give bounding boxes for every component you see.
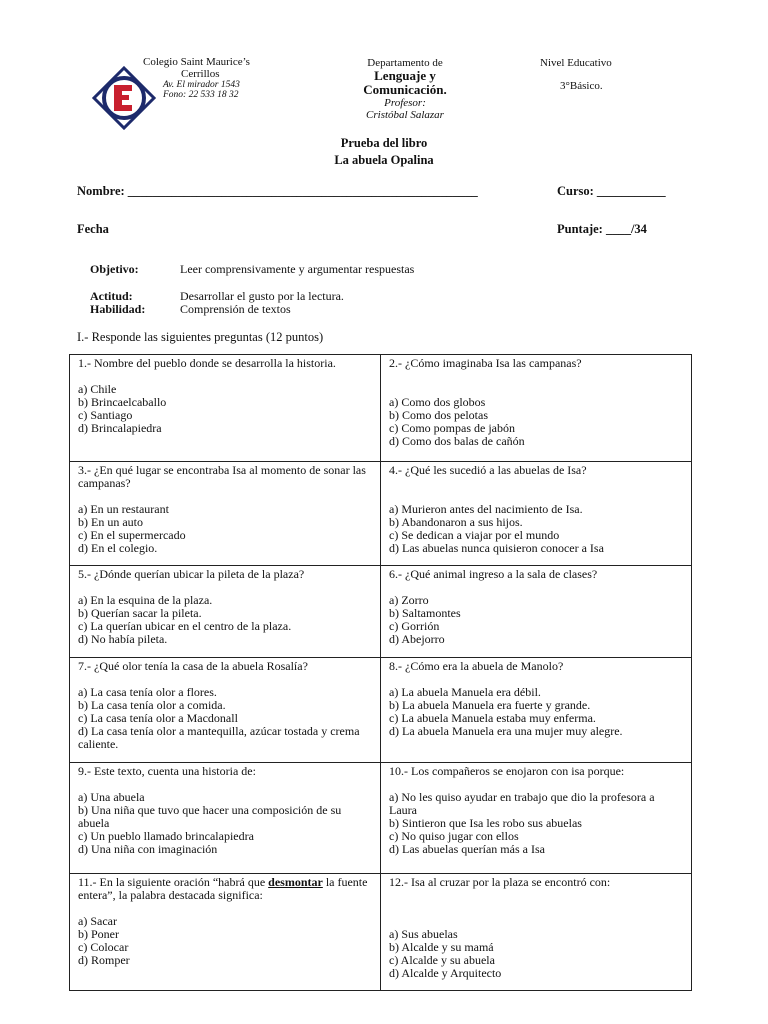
option[interactable]: a) Sus abuelas	[389, 927, 458, 941]
question-text: 1.- Nombre del pueblo donde se desarrolla la historia.	[78, 356, 336, 370]
questions-table	[69, 354, 692, 991]
option[interactable]: a) Chile	[78, 382, 117, 396]
question-text: 12.- Isa al cruzar por la plaza se encontró con:	[389, 875, 611, 889]
option[interactable]: a) Sacar	[78, 914, 117, 928]
option[interactable]: c) No quiso jugar con ellos	[389, 829, 519, 843]
option[interactable]: a) Como dos globos	[389, 395, 486, 409]
option[interactable]: c) La abuela Manuela estaba muy enferma.	[389, 711, 596, 725]
question-text: 6.- ¿Qué animal ingreso a la sala de clases?	[389, 567, 598, 581]
question-cell	[70, 874, 381, 991]
level-label: Nivel Educativo	[540, 57, 612, 69]
option[interactable]: c) La querían ubicar en el centro de la plaza.	[78, 619, 292, 633]
department-label: Departamento de	[367, 57, 443, 69]
option[interactable]: d) Brincalapiedra	[78, 421, 162, 435]
level-info	[540, 57, 612, 92]
question-cell	[381, 462, 692, 566]
course-field[interactable]: Curso: ___________	[557, 184, 666, 198]
date-field[interactable]: Fecha	[77, 222, 109, 236]
table-row	[70, 566, 692, 658]
option[interactable]: a) No les quiso ayudar en trabajo que dio la profesora a Laura	[389, 790, 655, 817]
option[interactable]: d) Alcalde y Arquitecto	[389, 966, 502, 980]
option[interactable]: d) Romper	[78, 953, 130, 967]
score-field[interactable]: Puntaje: ____/34	[557, 222, 647, 236]
option[interactable]: b) Saltamontes	[389, 606, 461, 620]
school-info	[143, 56, 250, 100]
table-row	[70, 658, 692, 763]
highlighted-word: desmontar	[268, 875, 323, 889]
option[interactable]: a) La abuela Manuela era débil.	[389, 685, 541, 699]
option[interactable]: d) Las abuelas querían más a Isa	[389, 842, 545, 856]
option[interactable]: b) Abandonaron a sus hijos.	[389, 515, 523, 529]
option[interactable]: d) La abuela Manuela era una mujer muy alegre.	[389, 724, 623, 738]
question-text: 10.- Los compañeros se enojaron con isa porque:	[389, 764, 625, 778]
department-name-2: Comunicación.	[363, 82, 447, 97]
option[interactable]: a) Zorro	[389, 593, 429, 607]
option[interactable]: d) En el colegio.	[78, 541, 158, 555]
option[interactable]: b) Querían sacar la pileta.	[78, 606, 202, 620]
option[interactable]: b) La abuela Manuela era fuerte y grande.	[389, 698, 591, 712]
option[interactable]: c) Como pompas de jabón	[389, 421, 515, 435]
question-cell	[70, 763, 381, 874]
table-row	[70, 355, 692, 462]
table-row	[70, 763, 692, 874]
question-cell	[381, 566, 692, 658]
question-cell	[381, 658, 692, 763]
option[interactable]: b) Una niña que tuvo que hacer una composición de su abuela	[78, 803, 342, 830]
option[interactable]: b) La casa tenía olor a comida.	[78, 698, 226, 712]
option[interactable]: b) Poner	[78, 927, 119, 941]
question-text: 3.- ¿En qué lugar se encontraba Isa al momento de sonar las campanas?	[78, 463, 366, 490]
test-title: Prueba del libro	[340, 136, 428, 150]
department-name-1: Lenguaje y	[374, 68, 436, 83]
objective-text: Leer comprensivamente y argumentar respuestas	[180, 262, 415, 276]
option[interactable]: a) En un restaurant	[78, 502, 169, 516]
objective-label: Objetivo:	[90, 262, 139, 276]
school-name: Colegio Saint Maurice’s	[143, 56, 250, 68]
question-cell	[70, 355, 381, 462]
option[interactable]: b) Como dos pelotas	[389, 408, 488, 422]
question-text: 4.- ¿Qué les sucedió a las abuelas de Isa?	[389, 463, 587, 477]
option[interactable]: d) Como dos balas de cañón	[389, 434, 525, 448]
option[interactable]: a) Una abuela	[78, 790, 145, 804]
table-row	[70, 462, 692, 566]
teacher-name: Cristóbal Salazar	[366, 109, 444, 121]
question-cell	[70, 462, 381, 566]
question-cell	[381, 874, 692, 991]
section-title: I.- Responde las siguientes preguntas (12 puntos)	[77, 330, 324, 344]
option[interactable]: c) En el supermercado	[78, 528, 186, 542]
option[interactable]: d) Abejorro	[389, 632, 445, 646]
question-cell	[381, 355, 692, 462]
school-phone: Fono: 22 533 18 32	[163, 90, 239, 100]
question-cell	[70, 658, 381, 763]
option[interactable]: d) La casa tenía olor a mantequilla, azúcar tostada y crema caliente.	[78, 724, 360, 751]
option[interactable]: b) En un auto	[78, 515, 143, 529]
teacher-label: Profesor:	[384, 97, 426, 109]
option[interactable]: b) Sintieron que Isa les robo sus abuelas	[389, 816, 582, 830]
option[interactable]: b) Brincaelcaballo	[78, 395, 167, 409]
attitude-text: Desarrollar el gusto por la lectura.	[180, 289, 344, 303]
question-text: 9.- Este texto, cuenta una historia de:	[78, 764, 256, 778]
option[interactable]: d) No había pileta.	[78, 632, 168, 646]
question-cell	[381, 763, 692, 874]
option[interactable]: c) Alcalde y su abuela	[389, 953, 495, 967]
option[interactable]: d) Las abuelas nunca quisieron conocer a Isa	[389, 541, 604, 555]
option[interactable]: d) Una niña con imaginación	[78, 842, 218, 856]
option[interactable]: a) Murieron antes del nacimiento de Isa.	[389, 502, 583, 516]
skill-label: Habilidad:	[90, 302, 146, 316]
name-field[interactable]: Nombre: ________________________________________________________	[77, 184, 478, 198]
option[interactable]: c) Se dedican a viajar por el mundo	[389, 528, 560, 542]
question-text: 11.- En la siguiente oración “habrá que desmontar la fuente entera”, la palabra destacada significa:	[78, 875, 368, 902]
option[interactable]: b) Alcalde y su mamá	[389, 940, 494, 954]
option[interactable]: c) La casa tenía olor a Macdonall	[78, 711, 238, 725]
book-title: La abuela Opalina	[334, 153, 434, 167]
option[interactable]: a) En la esquina de la plaza.	[78, 593, 213, 607]
table-row	[70, 874, 692, 991]
question-text: 7.- ¿Qué olor tenía la casa de la abuela Rosalía?	[78, 659, 308, 673]
question-cell	[70, 566, 381, 658]
question-text: 2.- ¿Cómo imaginaba Isa las campanas?	[389, 356, 582, 370]
option[interactable]: c) Un pueblo llamado brincalapiedra	[78, 829, 254, 843]
option[interactable]: c) Colocar	[78, 940, 129, 954]
option[interactable]: c) Santiago	[78, 408, 133, 422]
question-text: 8.- ¿Cómo era la abuela de Manolo?	[389, 659, 564, 673]
department-info	[350, 57, 460, 121]
level-value: 3°Básico.	[560, 80, 603, 92]
school-address: Av. El mirador 1543	[163, 80, 240, 90]
school-city: Cerrillos	[181, 68, 220, 80]
option[interactable]: c) Gorrión	[389, 619, 440, 633]
skill-text: Comprensión de textos	[180, 302, 291, 316]
question-text: 5.- ¿Dónde querían ubicar la pileta de la plaza?	[78, 567, 305, 581]
option[interactable]: a) La casa tenía olor a flores.	[78, 685, 217, 699]
attitude-label: Actitud:	[90, 289, 133, 303]
